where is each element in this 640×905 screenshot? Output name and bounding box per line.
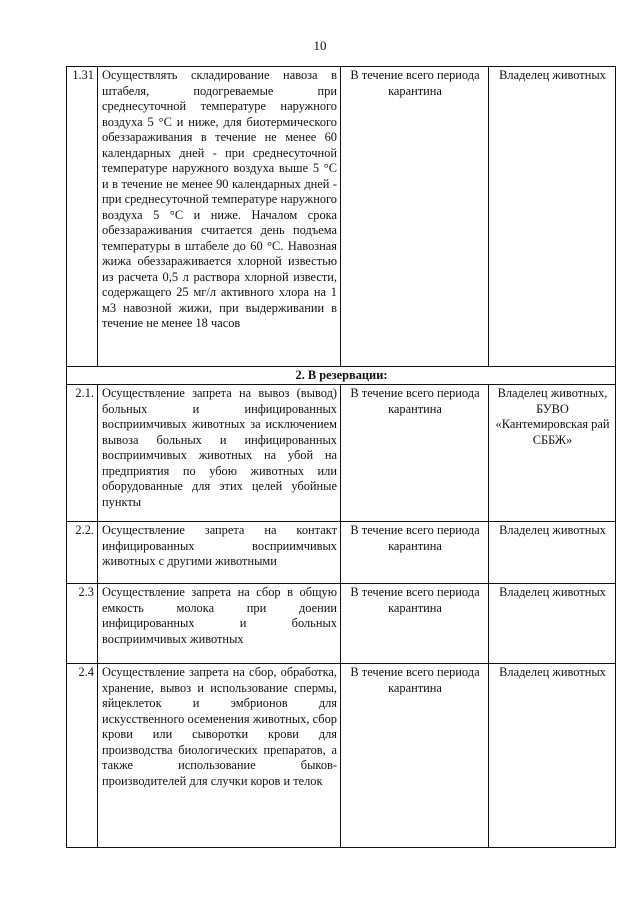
row-action: Осуществление запрета на вывоз (вывод) больных и инфицированных восприимчивых животных за исключением вывоза больных и инфицированных восприимчивых животных на убой на предприятия по убою животных или оборудованные для этих целей убойные пункты xyxy=(98,385,341,522)
row-term: В течение всего периода карантина xyxy=(341,385,489,522)
row-term: В течение всего периода карантина xyxy=(341,664,489,848)
section-title: 2. В резервации: xyxy=(67,367,616,385)
row-responsible: Владелец животных, БУВО «Кантемировская рай СББЖ» xyxy=(489,385,616,522)
row-number: 2.4 xyxy=(67,664,98,848)
row-number: 2.2. xyxy=(67,522,98,584)
table-row xyxy=(67,664,616,848)
table-row xyxy=(67,67,616,367)
row-term: В течение всего периода карантина xyxy=(341,67,489,367)
row-responsible: Владелец животных xyxy=(489,664,616,848)
row-action: Осуществление запрета на сбор в общую емкость молока при доении инфицированных и больных восприимчивых животных xyxy=(98,584,341,664)
section-row xyxy=(67,367,616,385)
table-row xyxy=(67,385,616,522)
row-action: Осуществление запрета на контакт инфицированных восприимчивых животных с другими животными xyxy=(98,522,341,584)
page-number: 10 xyxy=(313,38,327,53)
row-number: 1.31 xyxy=(67,67,98,367)
row-term: В течение всего периода карантина xyxy=(341,584,489,664)
row-responsible: Владелец животных xyxy=(489,67,616,367)
row-action: Осуществление запрета на сбор, обработка, хранение, вывоз и использование спермы, яйцеклеток и эмбрионов для искусственного осеменения животных, сбор крови или сыворотки крови для производства биологических препаратов, а также использование быков-производителей для случки коров и телок xyxy=(98,664,341,848)
row-number: 2.3 xyxy=(67,584,98,664)
row-term: В течение всего периода карантина xyxy=(341,522,489,584)
row-responsible: Владелец животных xyxy=(489,522,616,584)
table-row xyxy=(67,584,616,664)
row-number: 2.1. xyxy=(67,385,98,522)
measures-table xyxy=(66,66,616,848)
table-row xyxy=(67,522,616,584)
row-responsible: Владелец животных xyxy=(489,584,616,664)
row-action: Осуществлять складирование навоза в штабеля, подогреваемые при среднесуточной температуре наружного воздуха 5 °С и ниже, для биотермического обеззараживания в течение не менее 60 календарных дней - при среднесуточной температуре наружного воздуха выше 5 °С и в течение не менее 90 календарных дней - при среднесуточной температуре наружного воздуха 5 °С и ниже. Началом срока обеззараживания считается день подъема температуры в штабеле до 60 °С. Навозная жижа обеззараживается хлорной известью из расчета 0,5 л раствора хлорной извести, содержащего 25 мг/л активного хлора на 1 м3 навозной жижи, при выдерживании в течение не менее 18 часов xyxy=(98,67,341,367)
